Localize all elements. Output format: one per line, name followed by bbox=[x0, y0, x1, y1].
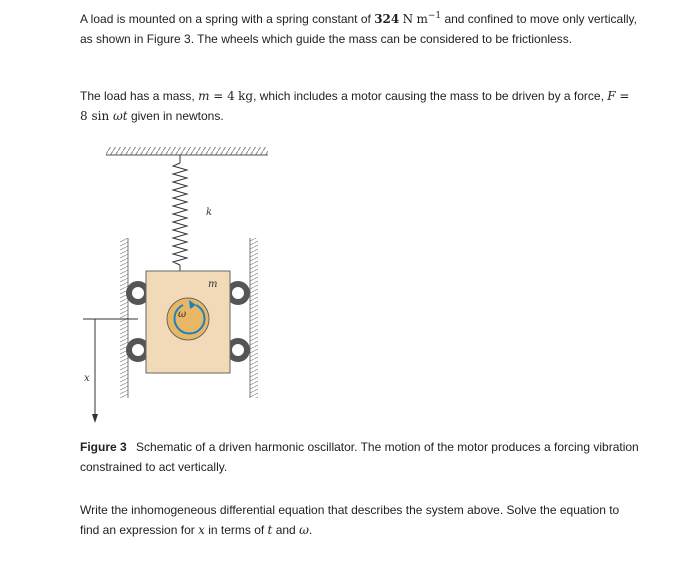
right-upper-wheel bbox=[229, 284, 247, 302]
figure-caption bbox=[80, 437, 640, 477]
spring-constant-value: 324 bbox=[374, 12, 400, 26]
right-guide-wall bbox=[250, 238, 258, 398]
problem-paragraph-2: The load has a mass, m = 4 kg, which includes a motor causing the mass to be driven by a force, F = 8 sin ωt given in newtons. bbox=[80, 89, 630, 123]
problem-paragraph-1: A load is mounted on a spring with a spring constant of 324 N $m^{-1}$ and confined to move only vertically, as shown in Figure 3. The wheels which guide the mass can be considered to be frictionless. bbox=[80, 11, 637, 46]
left-lower-wheel bbox=[129, 341, 147, 359]
problem-paragraph-3: Write the inhomogeneous differential equation that describes the system above. Solve the equation to find an expression for x in terms of t and ω. bbox=[80, 503, 620, 537]
right-lower-wheel bbox=[229, 341, 247, 359]
spring-constant-label: k bbox=[206, 207, 213, 218]
caption-label: Figure 3 bbox=[80, 440, 127, 454]
displacement-axis bbox=[83, 319, 138, 423]
ceiling-support bbox=[106, 147, 268, 155]
oscillator-figure bbox=[78, 143, 278, 428]
displacement-label: x bbox=[84, 373, 90, 384]
caption-text: Schematic of a driven harmonic oscillator. The motion of the motor produces a forcing vibration constrained to act vertically. bbox=[80, 440, 639, 474]
angular-frequency-label: ω bbox=[178, 309, 187, 320]
left-upper-wheel bbox=[129, 284, 147, 302]
spring bbox=[173, 155, 187, 271]
mass-label: m bbox=[208, 279, 218, 290]
left-guide-wall bbox=[120, 238, 128, 398]
motor bbox=[167, 298, 209, 340]
